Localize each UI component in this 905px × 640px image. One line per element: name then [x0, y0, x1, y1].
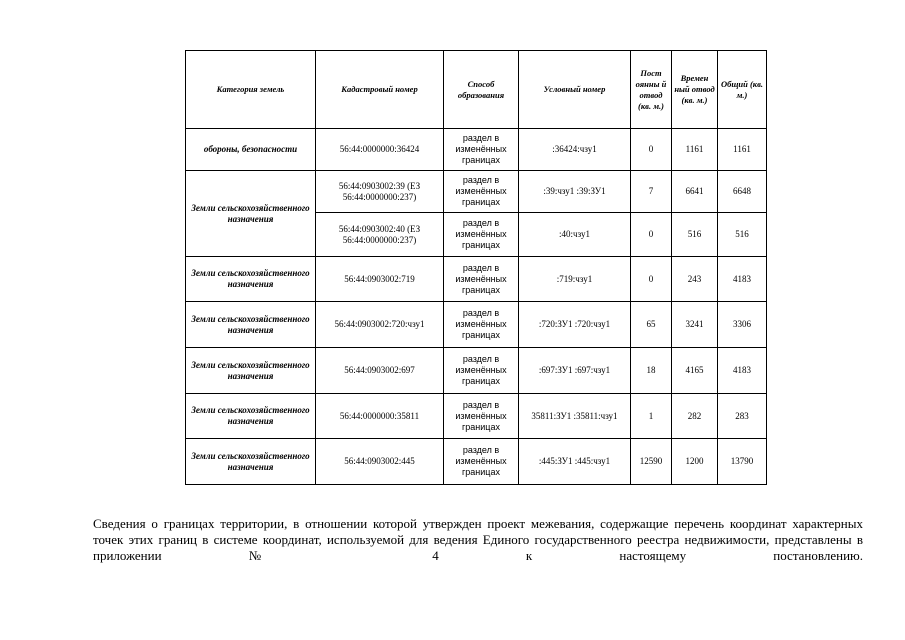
- cell-cadastral-number: 56:44:0903002:719: [316, 257, 444, 302]
- cell-permanent-allotment: 18: [631, 348, 672, 394]
- cell-conditional-number: :39:чзу1 :39:ЗУ1: [519, 171, 631, 213]
- cell-category: Земли сельскохозяйственного назначения: [186, 348, 316, 394]
- table-row: [186, 302, 767, 348]
- table-row: [186, 439, 767, 485]
- cell-conditional-number: :720:ЗУ1 :720:чзу1: [519, 302, 631, 348]
- cell-temporary-allotment: 1161: [672, 129, 718, 171]
- cell-formation-method: раздел в изменённых границах: [444, 129, 519, 171]
- table-row: [186, 394, 767, 439]
- cell-permanent-allotment: 12590: [631, 439, 672, 485]
- cell-permanent-allotment: 0: [631, 129, 672, 171]
- cell-total-area: 3306: [718, 302, 767, 348]
- cell-formation-method: раздел в изменённых границах: [444, 257, 519, 302]
- cell-conditional-number: 35811:ЗУ1 :35811:чзу1: [519, 394, 631, 439]
- header-permanent-allotment: Пост оянны й отвод (кв. м.): [631, 51, 672, 129]
- cell-cadastral-number: 56:44:0000000:36424: [316, 129, 444, 171]
- cell-permanent-allotment: 0: [631, 257, 672, 302]
- cell-formation-method: раздел в изменённых границах: [444, 302, 519, 348]
- cell-temporary-allotment: 516: [672, 213, 718, 257]
- cell-total-area: 13790: [718, 439, 767, 485]
- cell-temporary-allotment: 6641: [672, 171, 718, 213]
- cell-permanent-allotment: 7: [631, 171, 672, 213]
- header-cadastral-number: Кадастровый номер: [316, 51, 444, 129]
- cell-conditional-number: :36424:чзу1: [519, 129, 631, 171]
- cell-category: Земли сельскохозяйственного назначения: [186, 171, 316, 257]
- cell-temporary-allotment: 243: [672, 257, 718, 302]
- cell-cadastral-number: 56:44:0903002:39 (ЕЗ 56:44:0000000:237): [316, 171, 444, 213]
- cell-total-area: 516: [718, 213, 767, 257]
- cell-cadastral-number: 56:44:0903002:40 (ЕЗ 56:44:0000000:237): [316, 213, 444, 257]
- cell-permanent-allotment: 65: [631, 302, 672, 348]
- cell-category: Земли сельскохозяйственного назначения: [186, 302, 316, 348]
- land-parcels-table: [185, 50, 767, 485]
- cell-permanent-allotment: 1: [631, 394, 672, 439]
- table-row: [186, 171, 767, 213]
- table-row: [186, 257, 767, 302]
- cell-category: обороны, безопасности: [186, 129, 316, 171]
- cell-temporary-allotment: 4165: [672, 348, 718, 394]
- cell-total-area: 4183: [718, 257, 767, 302]
- cell-cadastral-number: 56:44:0903002:720:чзу1: [316, 302, 444, 348]
- header-category: Категория земель: [186, 51, 316, 129]
- cell-total-area: 283: [718, 394, 767, 439]
- header-temporary-allotment: Времен ный отвод (кв. м.): [672, 51, 718, 129]
- cell-formation-method: раздел в изменённых границах: [444, 213, 519, 257]
- table-row: [186, 129, 767, 171]
- header-total-area: Общий (кв. м.): [718, 51, 767, 129]
- cell-category: Земли сельскохозяйственного назначения: [186, 394, 316, 439]
- boundary-info-paragraph: Сведения о границах территории, в отношении которой утвержден проект межевания, содержащие перечень координат характерных точек этих границ в системе координат, используемой для ведения Единого государственного реестра недвижимости, представлены в приложении № 4 к настоящему постановлению.: [93, 516, 863, 563]
- cell-formation-method: раздел в изменённых границах: [444, 439, 519, 485]
- cell-formation-method: раздел в изменённых границах: [444, 171, 519, 213]
- cell-permanent-allotment: 0: [631, 213, 672, 257]
- cell-cadastral-number: 56:44:0903002:697: [316, 348, 444, 394]
- cell-cadastral-number: 56:44:0000000:35811: [316, 394, 444, 439]
- cell-total-area: 1161: [718, 129, 767, 171]
- cell-cadastral-number: 56:44:0903002:445: [316, 439, 444, 485]
- cell-category: Земли сельскохозяйственного назначения: [186, 439, 316, 485]
- cell-conditional-number: :445:ЗУ1 :445:чзу1: [519, 439, 631, 485]
- cell-formation-method: раздел в изменённых границах: [444, 348, 519, 394]
- table-row: [186, 348, 767, 394]
- cell-conditional-number: :719:чзу1: [519, 257, 631, 302]
- cell-conditional-number: :40:чзу1: [519, 213, 631, 257]
- cell-temporary-allotment: 282: [672, 394, 718, 439]
- cell-category: Земли сельскохозяйственного назначения: [186, 257, 316, 302]
- cell-conditional-number: :697:ЗУ1 :697:чзу1: [519, 348, 631, 394]
- cell-temporary-allotment: 3241: [672, 302, 718, 348]
- cell-formation-method: раздел в изменённых границах: [444, 394, 519, 439]
- table-header-row: [186, 51, 767, 129]
- cell-temporary-allotment: 1200: [672, 439, 718, 485]
- cell-total-area: 4183: [718, 348, 767, 394]
- header-formation-method: Способ образования: [444, 51, 519, 129]
- header-conditional-number: Условный номер: [519, 51, 631, 129]
- cell-total-area: 6648: [718, 171, 767, 213]
